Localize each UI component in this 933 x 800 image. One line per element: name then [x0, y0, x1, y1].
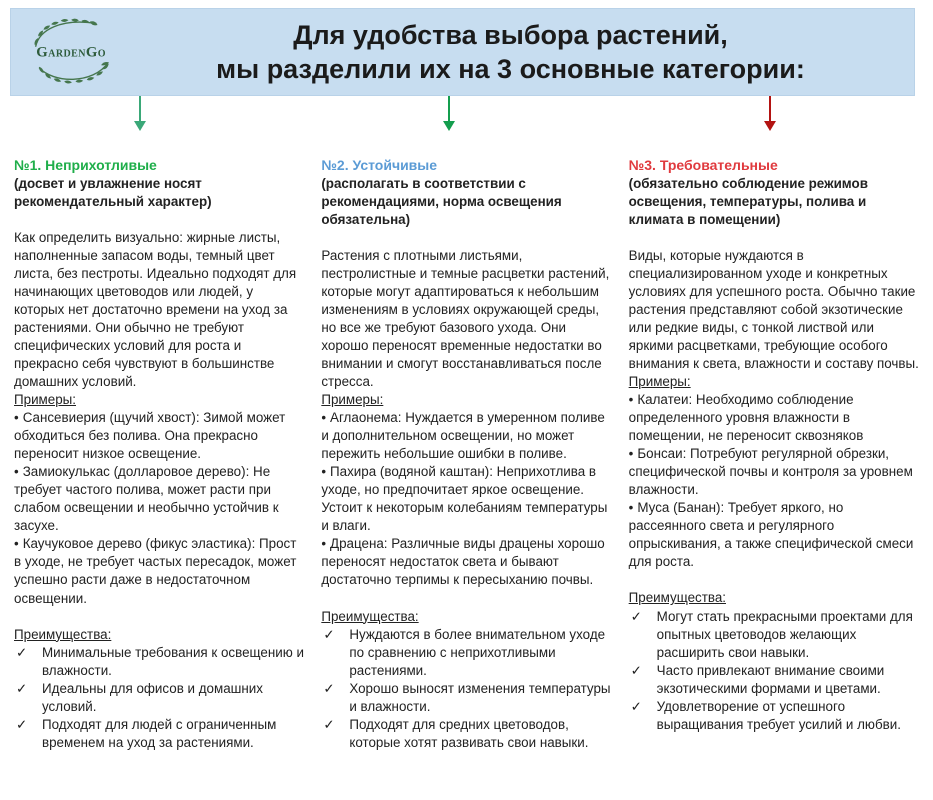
example-text: Пахира (водяной каштан): Неприхотлива в уходе, но предпочитает яркое освещение. Устоит к некоторым колебаниям температуры и влаги. — [321, 464, 608, 534]
advantage-item — [629, 608, 919, 662]
example-text: Каучуковое дерево (фикус эластика): Прост в уходе, не требует частых пересадок, может успешно расти даже в недостаточном освещении. — [14, 536, 297, 606]
advantage-text: Подходят для людей с ограниченным временем на уход за растениями. — [42, 716, 277, 750]
examples-label: Примеры: — [628, 374, 691, 390]
bullet-icon: • — [14, 536, 19, 552]
category-subtitle: (располагать в соответствии с рекомендациями, норма освещения обязательна) — [321, 175, 562, 227]
check-icon: ✓ — [323, 716, 335, 732]
bullet-icon: • — [628, 500, 634, 516]
advantage-item — [629, 662, 919, 698]
category-description: Виды, которые нуждаются в специализированном уходе и конкретных условиях для успешного роста. Обычно такие растения представляют собой экзотические или редкие виды, с тонкой листвой или яркими расцветками, требующие особого внимания к света, влажности и составу почвы. — [628, 247, 919, 372]
advantage-text: Идеальны для офисов и домашних условий. — [42, 680, 263, 714]
check-icon: ✓ — [16, 680, 28, 696]
check-icon: ✓ — [16, 644, 28, 660]
advantage-text: Часто привлекают внимание своими экзотическими формами и цветами. — [656, 662, 885, 696]
check-icon: ✓ — [16, 716, 28, 732]
advantages-label: Преимущества: — [628, 590, 726, 606]
title-line-1: Для удобства выбора растений, — [293, 19, 728, 50]
category-subtitle: (обязательно соблюдение режимов освещения, температуры, полива и климата в помещении) — [628, 175, 868, 227]
advantage-text: Удовлетворение от успешного выращивания требует усилий и любви. — [656, 698, 901, 732]
example-item — [14, 463, 304, 535]
category-column-demanding — [629, 156, 919, 752]
check-icon: ✓ — [630, 662, 642, 678]
examples-label: Примеры: — [14, 392, 76, 408]
check-icon: ✓ — [630, 608, 642, 624]
down-arrow-3-icon — [763, 96, 777, 131]
check-icon: ✓ — [323, 626, 335, 642]
advantage-text: Минимальные требования к освещению и влажности. — [42, 644, 304, 678]
example-text: Калатеи: Необходимо соблюдение определенного уровня влажности в помещении, не переносит сквозняков — [628, 392, 864, 444]
example-item — [629, 391, 919, 445]
advantage-text: Могут стать прекрасными проектами для опытных цветоводов желающих расширить свои навыки. — [656, 608, 913, 660]
down-arrow-2-icon — [442, 96, 456, 131]
category-column-resilient — [321, 156, 611, 752]
example-text: Сансевиерия (щучий хвост): Зимой может обходиться без полива. Она прекрасно переносит низкое освещение. — [14, 410, 286, 462]
examples-label: Примеры: — [321, 392, 384, 408]
category-title: №3. Требовательные — [628, 157, 778, 173]
example-item — [14, 535, 304, 607]
bullet-icon: • — [14, 410, 19, 426]
advantage-item — [321, 626, 611, 680]
arrow-row — [0, 96, 933, 152]
example-item — [629, 499, 919, 571]
advantage-item — [321, 716, 611, 752]
bullet-icon: • — [14, 464, 19, 480]
down-arrow-1-icon — [133, 96, 147, 131]
example-item — [321, 535, 611, 589]
category-title: №1. Неприхотливые — [14, 157, 157, 173]
advantages-label: Преимущества: — [321, 608, 419, 624]
advantages-section — [321, 608, 611, 752]
category-description: Как определить визуально: жирные листы, наполненные запасом воды, темный цвет листа, без пестроты. Идеально подходят для начинающих цветоводов или людей, у которых нет достаточно времени на уход за растениями. Они обычно не требуют специфических условий для роста и прекрасно себя чувствуют в большинстве домашних условий. — [14, 229, 297, 390]
title-line-2: мы разделили их на 3 основные категории: — [216, 54, 805, 84]
example-text: Драцена: Различные виды драцены хорошо переносят недостаток света и бывают достаточно терпимы к пересыханию почвы. — [321, 536, 605, 588]
advantage-text: Нуждаются в более внимательном уходе по сравнению с неприхотливыми растениями. — [349, 626, 606, 678]
example-text: Бонсаи: Потребуют регулярной обрезки, специфической почвы и контроля за уровнем влажности. — [628, 446, 913, 498]
bullet-icon: • — [321, 410, 327, 426]
category-description: Растения с плотными листьями, пестролистные и темные расцветки растений, которые могут адаптироваться к небольшим изменениям в условиях окружающей среды, но все же требуют базового ухода. Они хорошо переносят временные недостатки во внимании и смогут восстанавливаться после стресса. — [321, 247, 610, 390]
example-text: Замиокулькас (долларовое дерево): Не требует частого полива, может расти при слабом освещении и необычно устойчив к засухе. — [14, 464, 279, 534]
example-item — [321, 463, 611, 535]
bullet-icon: • — [321, 536, 327, 552]
page-title — [133, 18, 914, 86]
category-column-unpretentious — [14, 156, 304, 752]
advantage-item — [14, 644, 304, 680]
example-text: Аглаонема: Нуждается в умеренном поливе и дополнительном освещении, но может пережить небольшие ошибки в поливе. — [321, 410, 605, 462]
logo-text: GardenGo — [36, 44, 106, 61]
check-icon: ✓ — [630, 698, 642, 714]
check-icon: ✓ — [323, 680, 335, 696]
advantage-text: Подходят для средних цветоводов, которые хотят развивать свои навыки. — [349, 716, 589, 750]
bullet-icon: • — [628, 446, 634, 462]
category-columns — [14, 156, 919, 752]
bullet-icon: • — [628, 392, 634, 408]
example-text: Муса (Банан): Требует яркого, но рассеянного света и регулярного опрыскивания, а также специфической смеси для роста. — [628, 500, 914, 570]
header-banner — [10, 8, 915, 96]
advantages-label: Преимущества: — [14, 626, 112, 642]
advantage-item — [14, 716, 304, 752]
laurel-wreath-icon — [20, 11, 124, 93]
example-item — [321, 409, 611, 463]
advantages-section — [14, 626, 304, 752]
advantage-item — [14, 680, 304, 716]
advantage-item — [321, 680, 611, 716]
advantages-section — [629, 589, 919, 733]
example-item — [14, 409, 304, 463]
advantage-item — [629, 698, 919, 734]
category-title: №2. Устойчивые — [321, 157, 438, 173]
category-subtitle: (досвет и увлажнение носят рекомендательный характер) — [14, 175, 212, 209]
gardengo-logo — [11, 11, 133, 93]
advantage-text: Хорошо выносят изменения температуры и влажности. — [349, 680, 611, 714]
example-item — [629, 445, 919, 499]
bullet-icon: • — [321, 464, 327, 480]
